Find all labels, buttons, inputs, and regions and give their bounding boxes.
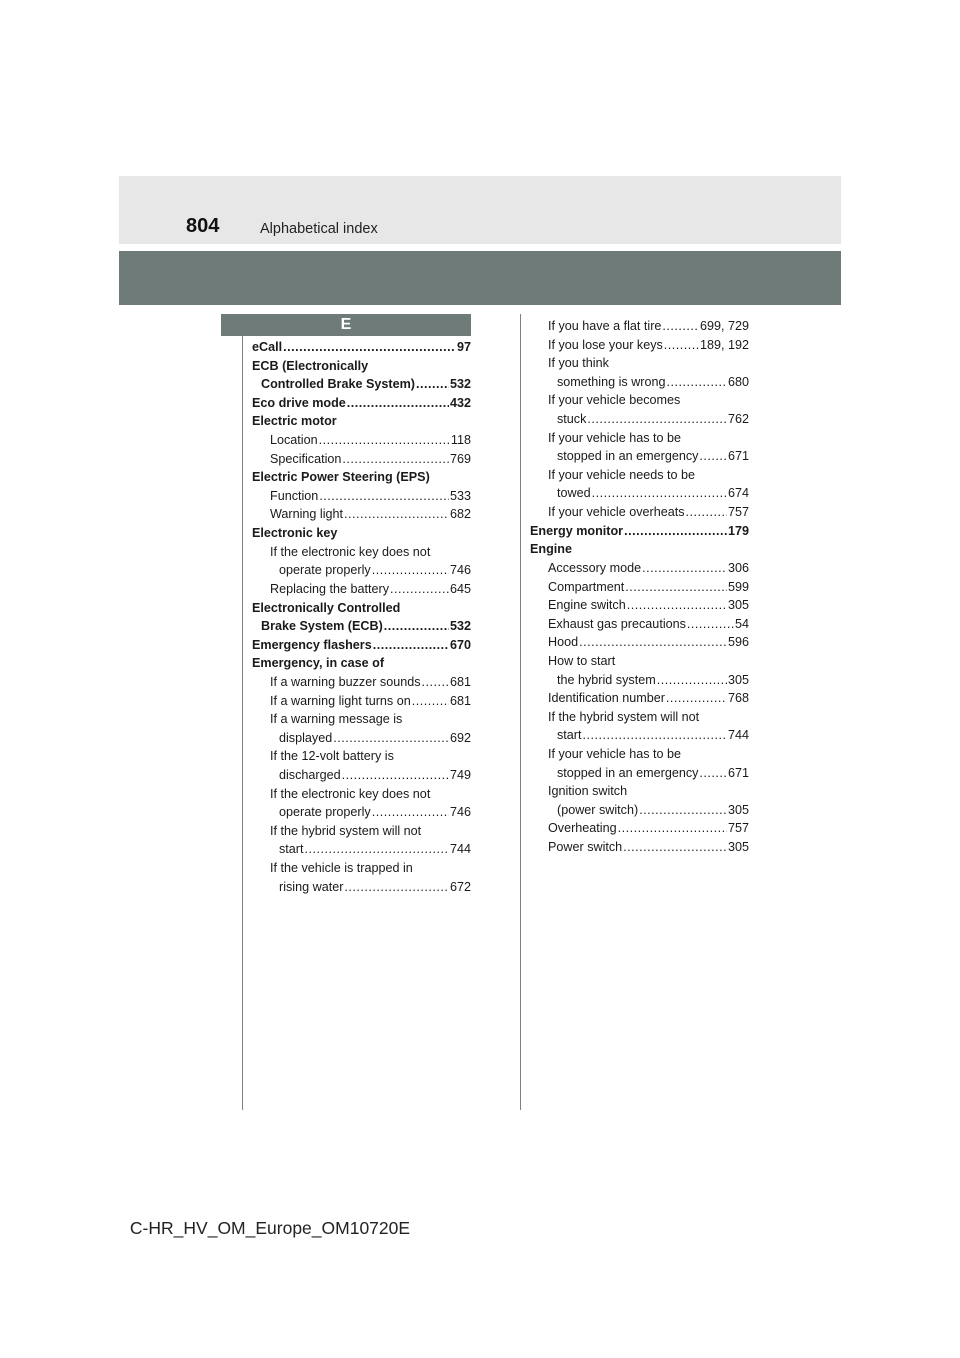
index-entry (252, 431, 471, 450)
index-entry-page: 681 (449, 674, 471, 689)
index-entry (530, 689, 749, 708)
dot-leader (319, 431, 450, 450)
index-entry-page: 179 (727, 523, 749, 538)
index-entry (252, 617, 471, 636)
index-entry-text: Electronic key (252, 524, 337, 543)
index-entry-text: If a warning message is (270, 710, 402, 729)
dot-leader (344, 878, 449, 897)
dot-leader (686, 503, 727, 522)
index-entry (530, 317, 749, 336)
index-entry-text: Emergency, in case of (252, 654, 384, 673)
index-entry (252, 710, 471, 729)
index-entry-page: 744 (727, 728, 749, 743)
dot-leader (662, 317, 699, 336)
section-title: Alphabetical index (260, 221, 378, 237)
index-entry-text: If you think (548, 354, 609, 373)
dot-leader (587, 410, 727, 429)
index-entry-text: If you have a flat tire (548, 317, 661, 336)
index-entry-page: 306 (727, 560, 749, 575)
dot-leader (627, 596, 727, 615)
index-entry (252, 524, 471, 543)
index-entry-text: If your vehicle becomes (548, 391, 680, 410)
index-entry (530, 819, 749, 838)
index-entry (252, 375, 471, 394)
index-entry-page: 692 (449, 730, 471, 745)
index-entry-page: 699, 729 (699, 319, 749, 333)
index-entry-page: 533 (449, 488, 471, 503)
index-entry (252, 747, 471, 766)
index-entry (252, 450, 471, 469)
index-entry-page: 118 (450, 433, 471, 448)
dot-leader (305, 840, 449, 859)
dot-leader (639, 801, 727, 820)
index-entry-page: 432 (449, 395, 471, 410)
index-entry-page: 599 (727, 579, 749, 594)
index-entry-text: Accessory mode (548, 559, 641, 578)
index-entry-page: 305 (727, 802, 749, 817)
index-entry (252, 654, 471, 673)
dot-leader (384, 617, 449, 636)
index-entry (252, 487, 471, 506)
dot-leader (579, 633, 727, 652)
index-entry (530, 503, 749, 522)
index-entry (530, 373, 749, 392)
page-number: 804 (186, 215, 220, 237)
index-entry-page: 645 (449, 581, 471, 596)
dot-leader (372, 561, 449, 580)
index-entry (530, 354, 749, 373)
index-entry (530, 429, 749, 448)
index-entry-page: 757 (727, 821, 749, 836)
index-entry-text: If a warning buzzer sounds (270, 673, 421, 692)
index-entry-text: ECB (Electronically (252, 357, 368, 376)
index-entry (252, 599, 471, 618)
dot-leader (583, 726, 727, 745)
index-entry-text: If your vehicle needs to be (548, 466, 695, 485)
index-entry (530, 652, 749, 671)
index-entry-text: Brake System (ECB) (261, 617, 383, 636)
index-column-left (252, 338, 471, 896)
index-entry-text: If the 12-volt battery is (270, 747, 394, 766)
index-entry-text: If the hybrid system will not (270, 822, 421, 841)
dot-leader (333, 729, 449, 748)
index-letter-tab: E (221, 314, 471, 336)
index-entry-text: Controlled Brake System) (261, 375, 415, 394)
index-entry-text: If the vehicle is trapped in (270, 859, 413, 878)
index-entry (530, 447, 749, 466)
dot-leader (422, 673, 449, 692)
dot-leader (618, 819, 727, 838)
index-entry-text: rising water (279, 878, 343, 897)
index-entry (252, 412, 471, 431)
index-entry (252, 505, 471, 524)
dot-leader (347, 394, 449, 413)
index-entry-text: (power switch) (557, 801, 638, 820)
index-entry (252, 766, 471, 785)
index-entry-text: stopped in an emergency (557, 447, 698, 466)
index-entry-page: 670 (449, 637, 471, 652)
index-entry-text: stopped in an emergency (557, 764, 698, 783)
index-entry-text: Compartment (548, 578, 624, 597)
index-entry (252, 394, 471, 413)
dot-leader (625, 578, 727, 597)
dot-leader (342, 766, 449, 785)
index-entry (252, 692, 471, 711)
index-entry-text: Electric Power Steering (EPS) (252, 468, 430, 487)
document-id: C-HR_HV_OM_Europe_OM10720E (129, 1218, 411, 1238)
dot-leader (664, 336, 699, 355)
index-entry-text: operate properly (279, 561, 371, 580)
index-entry (252, 580, 471, 599)
index-entry-page: 680 (727, 374, 749, 389)
left-column-rule (242, 336, 243, 1110)
index-entry (252, 878, 471, 897)
dot-leader (372, 803, 449, 822)
index-entry-page: 746 (449, 563, 471, 578)
dot-leader (342, 450, 449, 469)
index-entry-page: 757 (727, 505, 749, 520)
header-bar (119, 251, 841, 305)
index-entry (530, 391, 749, 410)
dot-leader (592, 484, 727, 503)
index-entry-text: Emergency flashers (252, 636, 372, 655)
index-column-right (530, 317, 749, 857)
index-entry (530, 578, 749, 597)
dot-leader (657, 671, 727, 690)
index-entry-text: If your vehicle has to be (548, 429, 681, 448)
index-entry (530, 466, 749, 485)
index-entry-text: Function (270, 487, 318, 506)
index-entry-text: Energy monitor (530, 522, 623, 541)
index-entry-text: the hybrid system (557, 671, 656, 690)
index-entry-text: operate properly (279, 803, 371, 822)
right-column-rule (520, 314, 521, 1110)
index-entry-text: Replacing the battery (270, 580, 389, 599)
index-entry-page: 762 (727, 412, 749, 427)
index-entry (252, 729, 471, 748)
index-entry (530, 522, 749, 541)
index-entry (530, 596, 749, 615)
index-entry-page: 532 (449, 377, 471, 392)
index-entry (530, 540, 749, 559)
index-entry-text: Exhaust gas precautions (548, 615, 686, 634)
index-entry-text: If you lose your keys (548, 336, 663, 355)
index-entry-page: 671 (727, 765, 749, 780)
index-entry-text: displayed (279, 729, 332, 748)
index-entry-page: 674 (727, 486, 749, 501)
index-entry (252, 543, 471, 562)
index-entry-text: If a warning light turns on (270, 692, 411, 711)
index-entry-text: Warning light (270, 505, 343, 524)
dot-leader (390, 580, 449, 599)
index-entry (530, 484, 749, 503)
index-entry-text: eCall (252, 338, 282, 357)
index-entry (530, 726, 749, 745)
dot-leader (344, 505, 449, 524)
index-entry-page: 769 (449, 451, 471, 466)
index-entry (530, 336, 749, 355)
dot-leader (642, 559, 727, 578)
index-entry (252, 785, 471, 804)
index-entry-page: 768 (727, 691, 749, 706)
index-entry (530, 745, 749, 764)
index-entry-page: 305 (727, 840, 749, 855)
index-entry-text: towed (557, 484, 591, 503)
index-entry-page: 97 (456, 340, 471, 354)
index-entry-text: How to start (548, 652, 615, 671)
index-entry-text: If the electronic key does not (270, 543, 430, 562)
dot-leader (699, 447, 727, 466)
index-entry-page: 744 (449, 842, 471, 857)
dot-leader (667, 373, 727, 392)
dot-leader (624, 522, 727, 541)
index-entry-page: 54 (734, 616, 749, 631)
index-entry-page: 746 (449, 805, 471, 820)
index-entry-text: If the hybrid system will not (548, 708, 699, 727)
header-band (119, 176, 841, 244)
index-entry-text: start (279, 840, 304, 859)
index-entry (252, 822, 471, 841)
index-entry-text: stuck (557, 410, 586, 429)
index-entry (252, 338, 471, 357)
index-entry (252, 561, 471, 580)
dot-leader (373, 636, 449, 655)
index-entry (252, 468, 471, 487)
index-entry-text: something is wrong (557, 373, 666, 392)
index-entry (252, 840, 471, 859)
index-entry-page: 189, 192 (699, 337, 749, 352)
index-entry-text: If your vehicle has to be (548, 745, 681, 764)
index-entry (530, 708, 749, 727)
index-entry (252, 859, 471, 878)
dot-leader (283, 338, 456, 357)
index-entry (530, 410, 749, 429)
index-entry-text: Engine switch (548, 596, 626, 615)
index-entry-page: 305 (727, 598, 749, 613)
index-entry-page: 682 (449, 507, 471, 522)
index-entry (252, 803, 471, 822)
dot-leader (687, 615, 734, 634)
index-entry-text: Electric motor (252, 412, 337, 431)
index-entry-page: 681 (449, 693, 471, 708)
index-entry-text: start (557, 726, 582, 745)
dot-leader (412, 692, 449, 711)
dot-leader (319, 487, 449, 506)
index-entry (252, 357, 471, 376)
index-entry-page: 672 (449, 879, 471, 894)
index-entry-text: Ignition switch (548, 782, 627, 801)
index-entry-text: Power switch (548, 838, 622, 857)
index-entry (530, 801, 749, 820)
index-entry-text: If your vehicle overheats (548, 503, 685, 522)
index-entry (530, 633, 749, 652)
index-entry-text: Electronically Controlled (252, 599, 400, 618)
index-entry-text: Location (270, 431, 318, 450)
index-entry-text: discharged (279, 766, 341, 785)
index-entry (530, 671, 749, 690)
dot-leader (623, 838, 727, 857)
index-entry (530, 782, 749, 801)
index-entry-text: Identification number (548, 689, 665, 708)
dot-leader (416, 375, 449, 394)
index-entry (530, 559, 749, 578)
index-entry (530, 764, 749, 783)
document-footer (0, 1218, 960, 1239)
index-entry-page: 671 (727, 449, 749, 464)
index-entry-text: If the electronic key does not (270, 785, 430, 804)
index-entry-text: Engine (530, 540, 572, 559)
index-entry-page: 305 (727, 672, 749, 687)
index-entry (252, 636, 471, 655)
index-entry-text: Eco drive mode (252, 394, 346, 413)
index-entry-page: 532 (449, 619, 471, 634)
index-entry-page: 596 (727, 635, 749, 650)
index-entry-text: Specification (270, 450, 341, 469)
index-entry (530, 615, 749, 634)
index-entry-page: 749 (449, 768, 471, 783)
index-entry-text: Overheating (548, 819, 617, 838)
index-entry-text: Hood (548, 633, 578, 652)
dot-leader (666, 689, 727, 708)
index-entry (252, 673, 471, 692)
index-entry (530, 838, 749, 857)
dot-leader (699, 764, 727, 783)
